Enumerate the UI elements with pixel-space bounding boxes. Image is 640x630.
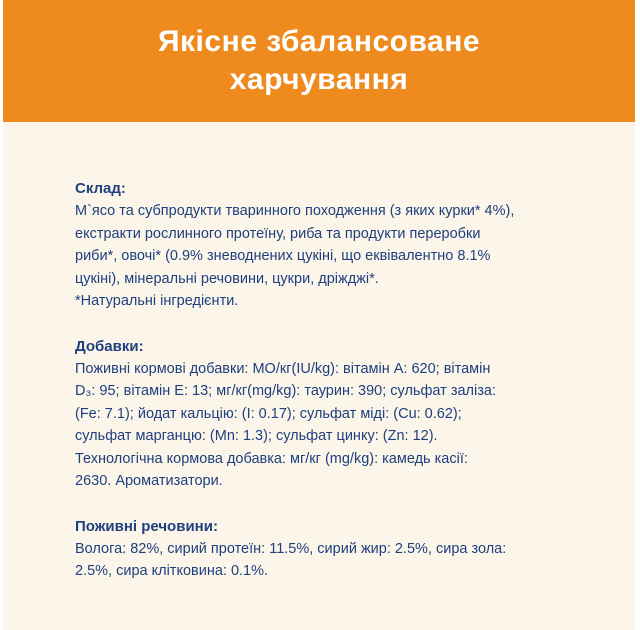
nutrients-title: Поживні речовини:: [75, 517, 218, 535]
additives-line: D₃: 95; вітамін Е: 13; мг/кг(mg/kg): таурин: 390; сульфат заліза:: [75, 383, 496, 399]
nutrients-section: [75, 516, 575, 583]
additives-line: Поживні кормові добавки: МО/кг(IU/kg): вітамін А: 620; вітамін: [75, 360, 491, 377]
composition-title: Склад:: [75, 180, 126, 197]
additives-line: (Fe: 7.1); йодат кальцію: (I: 0.17); сульфат міді: (Cu: 0.62);: [75, 405, 462, 422]
composition-line: *Натуральні інгредієнти.: [75, 293, 239, 309]
banner-title-line-2: харчування: [229, 63, 409, 96]
composition-section: [75, 178, 575, 313]
additives-line: Технологічна кормова добавка: мг/кг (mg/kg): камедь касії:: [75, 450, 468, 467]
composition-line: екстракти рослинного протеїну, риба та продукти переробки: [75, 225, 481, 242]
product-info-card: [3, 0, 635, 630]
nutrients-line: 2.5%, сира клітковина: 0.1%.: [75, 563, 269, 579]
header-banner: [3, 0, 635, 122]
additives-line: 2630. Ароматизатори.: [75, 473, 223, 489]
nutrients-line: Волога: 82%, сирий протеїн: 11.5%, сирий жир: 2.5%, сира зола:: [75, 540, 507, 557]
composition-line: риби*, овочі* (0.9% зневоднених цукіні, що еквівалентно 8.1%: [75, 248, 491, 264]
composition-line: М`ясо та субпродукти тваринного походження (з яких курки* 4%),: [75, 203, 515, 219]
banner-title-line-1: Якісне збалансоване: [157, 25, 481, 58]
info-content: [75, 178, 575, 606]
composition-line: цукіні), мінеральні речовини, цукри, дріжджі*.: [75, 270, 379, 287]
additives-title: Добавки:: [75, 337, 144, 355]
additives-section: [75, 336, 575, 493]
additives-line: сульфат марганцю: (Mn: 1.3); сульфат цинку: (Zn: 12).: [75, 428, 438, 444]
